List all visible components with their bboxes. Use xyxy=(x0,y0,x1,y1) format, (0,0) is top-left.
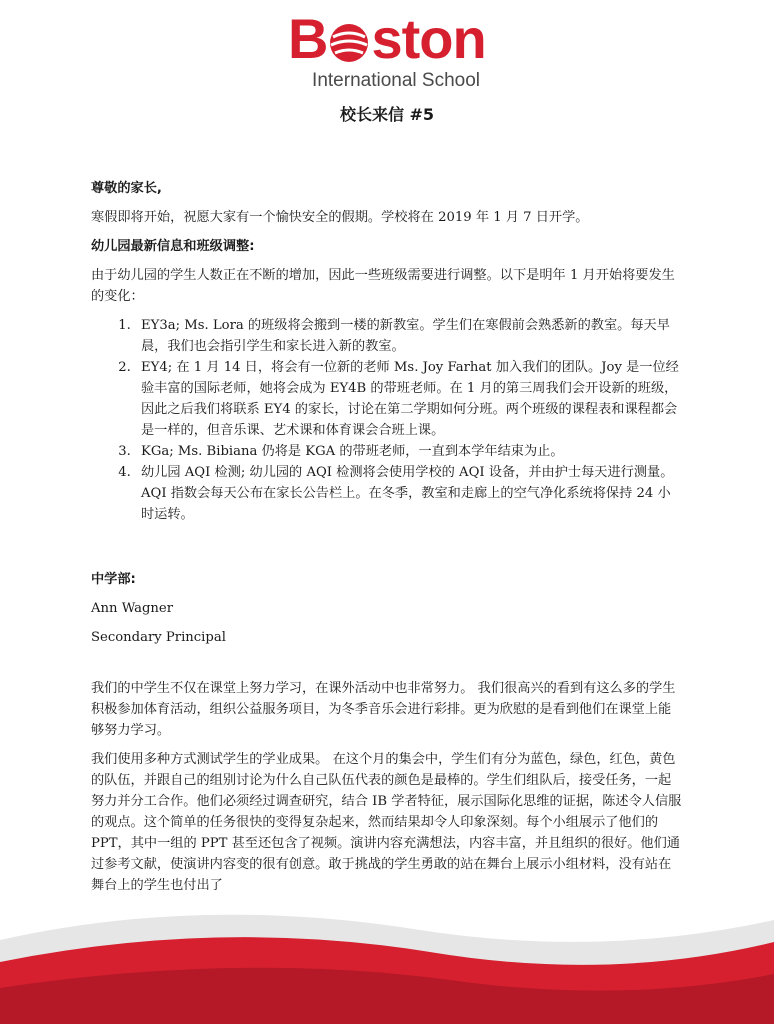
kindergarten-heading: 幼儿园最新信息和班级调整: xyxy=(91,239,255,254)
logo-subtitle: International School xyxy=(312,70,480,91)
secondary-heading: 中学部: xyxy=(91,572,136,587)
list-item: 3. KGa; Ms. Bibiana 仍将是 KGA 的带班老师，一直到本学年结束为止。 xyxy=(135,441,683,462)
logo-letters-ston: ston xyxy=(371,7,486,70)
logo-ball-icon xyxy=(329,23,369,63)
secondary-paragraph-1: 我们的中学生不仅在课堂上努力学习，在课外活动中也非常努力。 我们很高兴的看到有这么多的学生积极参加体育活动，组织公益服务项目，为冬季音乐会进行彩排。更为欣慰的是看到他们在课堂上能够努力学习。 xyxy=(91,681,676,738)
kindergarten-lead: 由于幼儿园的学生人数正在不断的增加，因此一些班级需要进行调整。以下是明年 1 月开始将要发生的变化： xyxy=(91,268,675,304)
greeting: 尊敬的家长, xyxy=(91,181,162,196)
section-spacer xyxy=(91,656,683,678)
list-item: 1. EY3a; Ms. Lora 的班级将会搬到一楼的新教室。学生们在寒假前会熟悉新的教室。每天早晨，我们也会指引学生和家长进入新的教室。 xyxy=(135,315,683,357)
letter-body xyxy=(91,178,683,904)
intro-paragraph: 寒假即将开始，祝愿大家有一个愉快安全的假期。学校将在 2019 年 1 月 7 日开学。 xyxy=(91,210,589,225)
section-spacer xyxy=(91,525,683,547)
secondary-paragraph-2: 我们使用多种方式测试学生的学业成果。 在这个月的集会中，学生们有分为蓝色，绿色，红色，黄色的队伍，并跟自己的组别讨论为什么自己队伍代表的颜色是最棒的。学生们组队后，接受任务，一起努力并分工合作。他们必须经过调查研究，结合 IB 学者特征，展示国际化思维的证据，陈述令人信服的观点。这个简单的任务很快的变得复杂起来，然而结果却令人印象深刻。每个小组展示了他们的 PPT，其中一组的 PPT 甚至还包含了视频。演讲内容充满想法，内容丰富，并且组织的很好。他们通过参考文献，使演讲内容变的很有创意。敢于挑战的学生勇敢的站在舞台上展示小组材料，没有站在舞台上的学生也付出了 xyxy=(91,752,682,893)
school-logo xyxy=(288,7,488,100)
secondary-principal-name: Ann Wagner xyxy=(91,601,174,616)
secondary-principal-role: Secondary Principal xyxy=(91,630,226,645)
letter-title: 校长来信 #5 xyxy=(339,105,435,124)
page-header xyxy=(0,0,774,140)
footer-wave-decoration xyxy=(0,900,774,1024)
logo-wordmark xyxy=(288,7,486,70)
section-spacer xyxy=(91,547,683,569)
list-item: 4. 幼儿园 AQI 检测; 幼儿园的 AQI 检测将会使用学校的 AQI 设备，并由护士每天进行测量。AQI 指数会每天公布在家长公告栏上。在冬季，教室和走廊上的空气净化系统将保持 24 小时运转。 xyxy=(135,462,683,525)
kindergarten-changes-list xyxy=(91,315,683,525)
list-item: 2. EY4; 在 1 月 14 日，将会有一位新的老师 Ms. Joy Farhat 加入我们的团队。Joy 是一位经验丰富的国际老师，她将会成为 EY4B 的带班老师。在 1 月的第三周我们会开设新的班级，因此之后我们将联系 EY4 的家长，讨论在第二学期如何分班。两个班级的课程表和课程都会是一样的，但音乐课、艺术课和体育课会合班上课。 xyxy=(135,357,683,441)
logo-letter-b: B xyxy=(288,7,328,70)
